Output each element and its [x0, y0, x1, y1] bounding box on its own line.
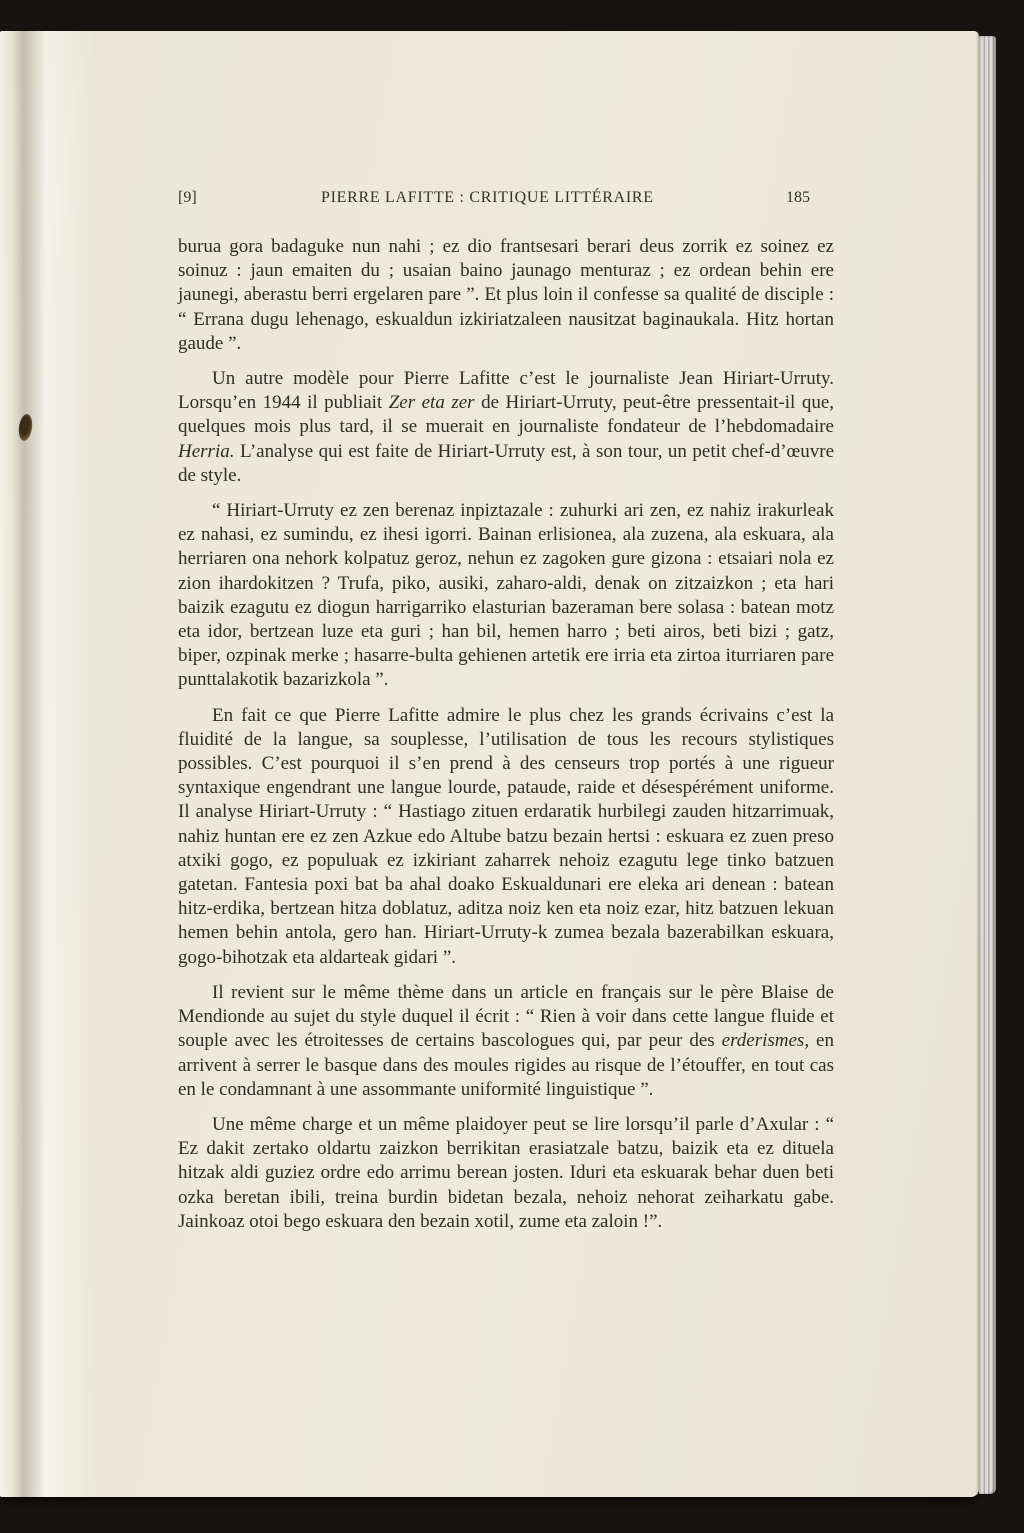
article-text: [178, 235, 834, 1234]
running-title: PIERRE LAFITTE : CRITIQUE LITTÉRAIRE: [320, 189, 654, 206]
text-segment: Une même charge et un même plaidoyer peut se lire lorsqu’il parle d’Axular : “ Ez dakit zertako oldartu zaizkon berrikitan erasiatzale batzu, baizik eta ez dituela hitzak aldi guziez ordre edo arrimu berean josten. Iduri eta eskuarak behar duen beti ozka beretan ibili, treina burdin bidetan bezala, nehoiz nehorat zeiharkatu gabe. Jainkoaz otoi bego eskuara den bezain xotil, zume eta zaloin !”.: [178, 1113, 834, 1232]
text-segment: de Hiriart-Urruty, peut-être pressentait-il que, quelques mois plus tard, il se muerait en journaliste fondateur de l’hebdomadaire: [178, 392, 834, 438]
page-header: [178, 189, 810, 213]
text-segment: Il revient sur le même thème dans un article en français sur le père Blaise de Mendionde au sujet du style duquel il écrit : “ Rien à voir dans cette langue fluide et souple avec les étroitesses de certains bascologues qui, par peur des: [178, 981, 834, 1052]
page-number: 185: [786, 189, 810, 206]
italic-text-segment: Herria.: [178, 440, 235, 462]
paragraph: [178, 704, 834, 970]
paragraph: [178, 235, 834, 356]
paragraph: [178, 981, 834, 1102]
book-page: [0, 31, 979, 1497]
text-segment: en arrivent à serrer le basque dans des moules rigides au risque de l’étouffer, en tout cas en le condamnant à une assommante uniformité linguistique ”.: [178, 1030, 834, 1100]
binding-crease: [0, 31, 96, 1497]
italic-text-segment: erderismes,: [721, 1030, 810, 1052]
text-segment: L’analyse qui est faite de Hiriart-Urruty est, à son tour, un petit chef-d’œuvre de style.: [178, 440, 834, 486]
article-folio-number: [9]: [178, 189, 197, 206]
page-stack-edge: [979, 36, 996, 1494]
paragraph: [178, 367, 834, 488]
text-segment: burua gora badaguke nun nahi ; ez dio frantsesari berari deus zorrik ez soinez ez soinuz : jaun emaiten du ; usaian baino jaunago menturaz ; ez ordean behin ere jaunegi, aberastu berri ergelaren pare ”. Et plus loin il confesse sa qualité de disciple : “ Errana dugu lehenago, eskualdun izkiriatzaleen nausitzat baginaukala. Hitz hortan gaude ”.: [178, 236, 834, 354]
paragraph: [178, 1113, 834, 1234]
italic-text-segment: Zer eta zer: [388, 392, 475, 414]
text-segment: En fait ce que Pierre Lafitte admire le plus chez les grands écrivains c’est la fluidité de la langue, sa souplesse, l’utilisation de tous les recours stylistiques possibles. C’est pourquoi il s’en prend à des censeurs trop portés à une rigueur syntaxique engendrant une langue lourde, pataude, raide et désespérément uniforme. Il analyse Hiriart-Urruty : “ Hastiago zituen erdaratik hurbilegi zauden hitzarrimuak, nahiz huntan ere ez zen Azkue edo Altube batzu bezain hertsi : eskuara ez zuen preso atxiki gogo, ez populuak ez izkiriant zaharrek nehoiz ezagutu lege tinko batzuen gatetan. Fantesia poxi bat ba ahal doako Eskualdunari ere eleka ari denean : batean hitz-erdika, bertzean hitza doblatuz, aditza noiz ken eta noiz ezar, hitz batzuen lekuan hemen behin antola, gero han. Hiriart-Urruty-k zumea bezala bazerabilkan eskuara, gogo-bihotzak eta aldarteak gidari ”.: [178, 704, 834, 968]
text-segment: Un autre modèle pour Pierre Lafitte c’est le journaliste Jean Hiriart-Urruty. Lorsqu’en 1944 il publiait: [178, 368, 834, 414]
text-segment: “ Hiriart-Urruty ez zen berenaz inpiztazale : zuhurki ari zen, ez nahiz irakurleak ez nahasi, ez sumindu, ez ihesi igorri. Bainan erlisionea, ala zuzena, ala eskuara, ala herriaren ona nehork kolpatuz geroz, nehun ez zagoken gure gizona : etsaiari nola ez zion ihardokitzen ? Trufa, piko, ausiki, zaharo-aldi, denak on zitzaizkon ; eta hari baizik ezagutu ez diogun harrigarriko elasturian bazeraman bere solasa : batean motz eta idor, bertzean luze eta guri ; han bil, hemen harro ; beti airos, beti bizi ; gatz, biper, ozpinak merke ; hasarre-bulta gehienen artetik ere irria eta zirtoa iturriaren pare punttalakotik bazarizkola ”.: [178, 500, 834, 691]
paragraph: [178, 499, 834, 693]
